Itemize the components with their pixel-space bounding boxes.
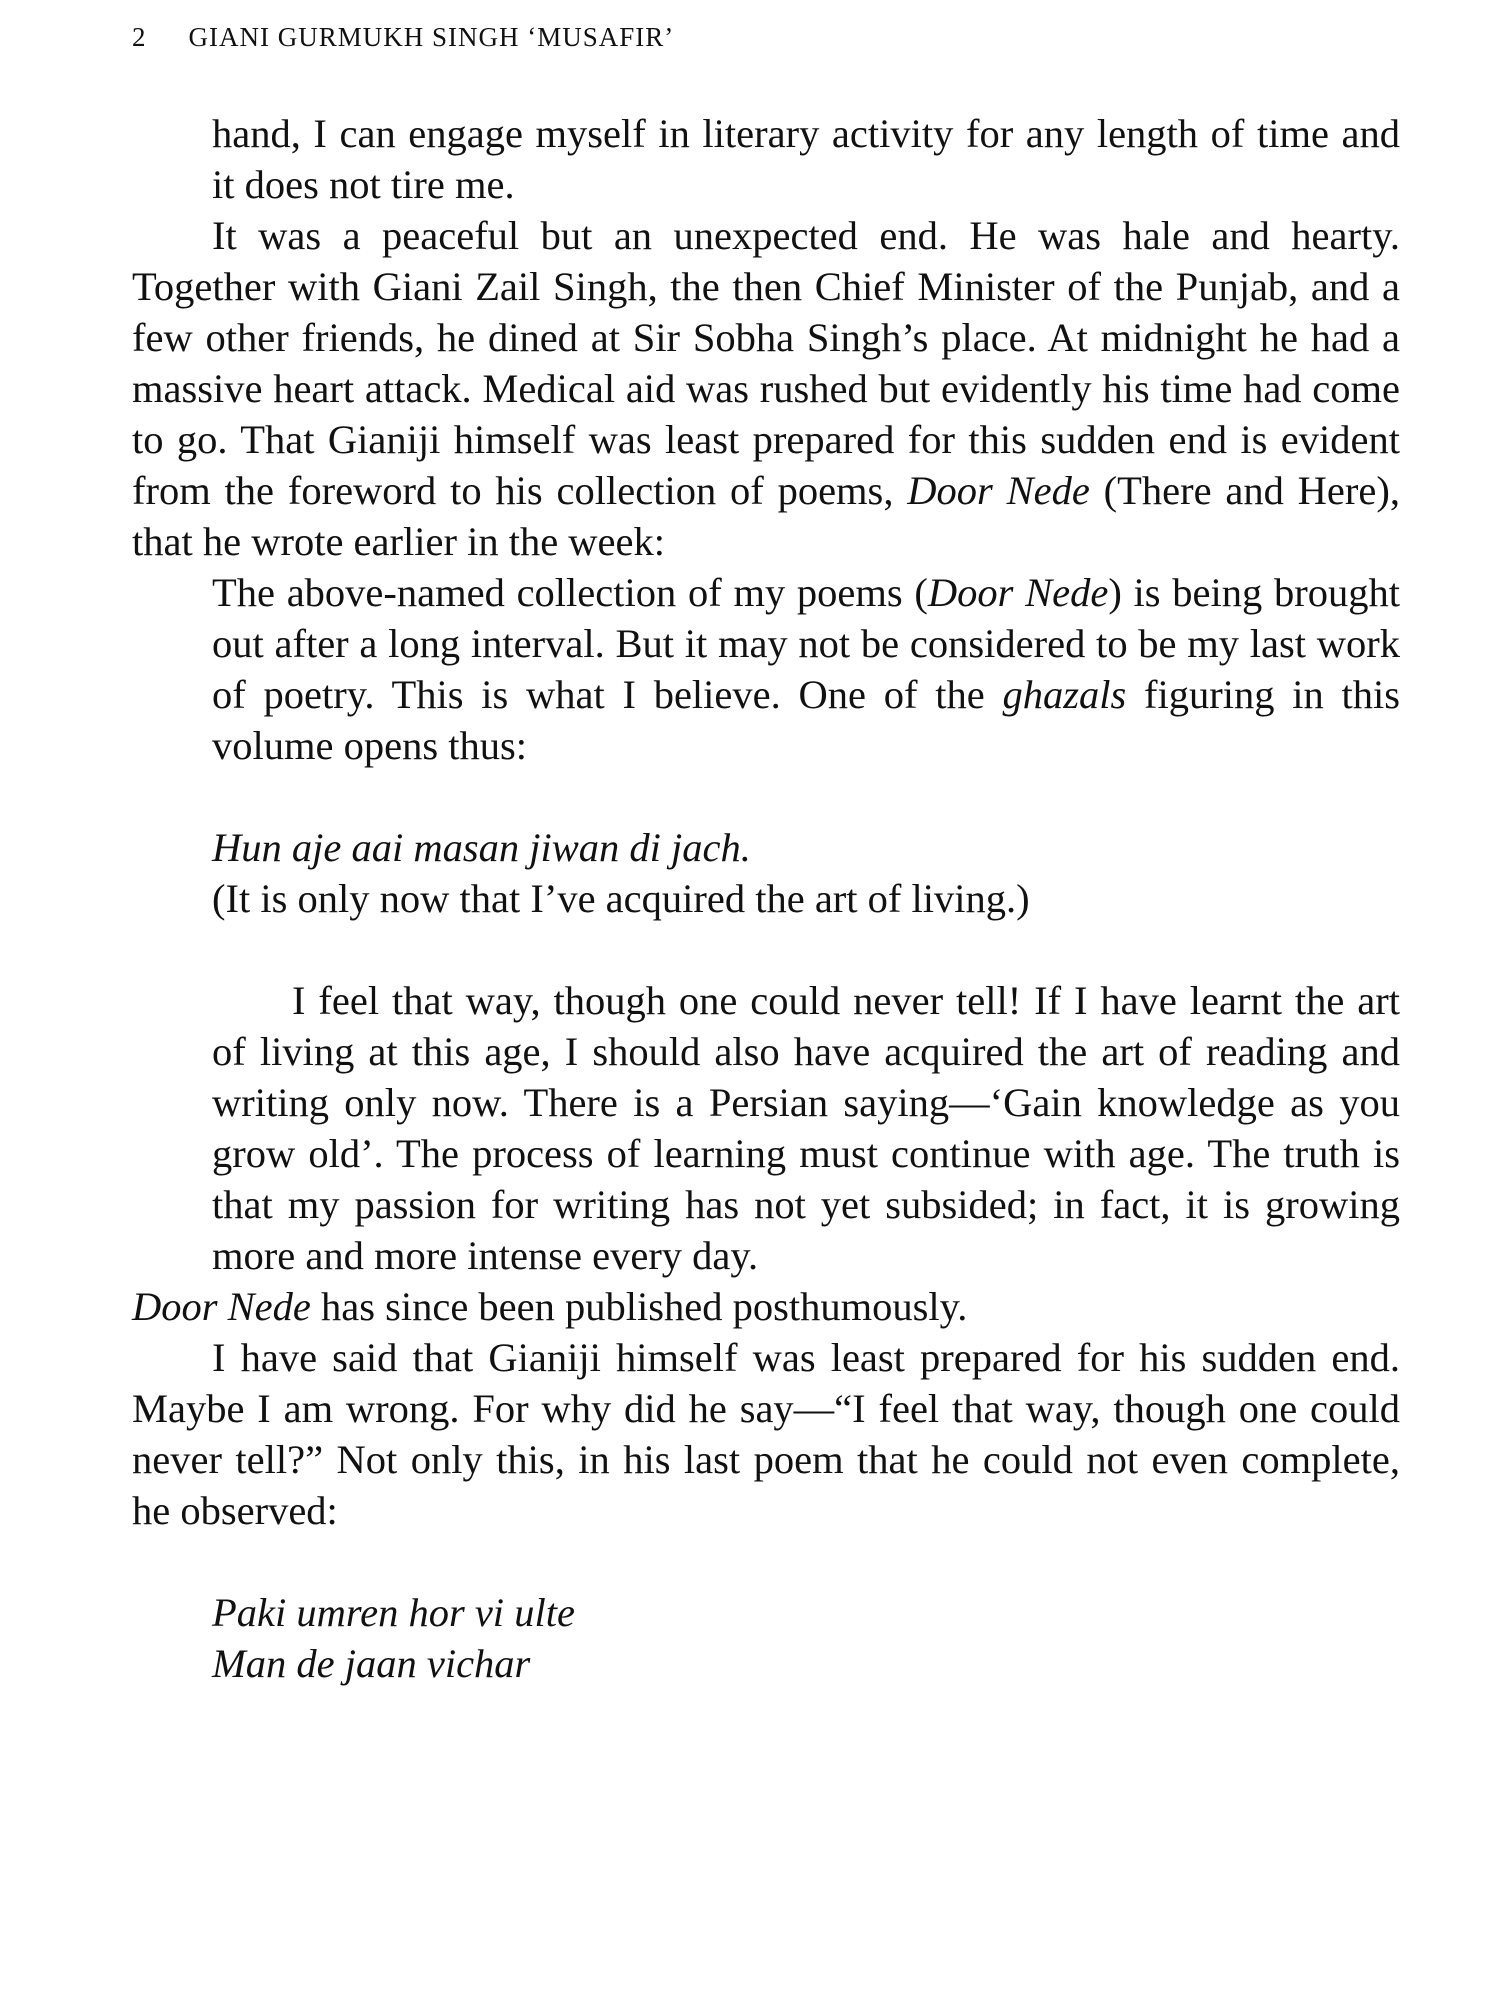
verse-last-poem-line2 — [132, 1638, 1400, 1689]
paragraph-text: (There and Here), that he wrote earlier in the week: — [132, 468, 1400, 564]
book-title: Door Nede — [132, 1284, 311, 1329]
verse-translation: (It is only now that I’ve acquired the art of living.) — [212, 876, 1030, 921]
foreword-quote — [132, 567, 1400, 771]
spacer — [132, 1536, 1400, 1587]
ghazals-term: ghazals — [1002, 672, 1127, 717]
page-number: 2 — [132, 22, 147, 52]
paragraph-death-account — [132, 210, 1400, 567]
paragraph-posthumous — [132, 1281, 1400, 1332]
verse-line: Hun aje aai masan jiwan di jach. — [212, 825, 751, 870]
verse-line: Man de jaan vichar — [212, 1641, 531, 1686]
quote-text: ) is being brought out after a long interval. But it may not be considered to be my last work of poetry. This is what I believe. One of the — [212, 570, 1400, 717]
spacer — [132, 771, 1400, 822]
paragraph-last-poem: I have said that Gianiji himself was least prepared for his sudden end. Maybe I am wrong. For why did he say—“I feel that way, though one could never tell?” Not only this, in his last poem that he could not even complete, he observed: — [132, 1335, 1400, 1533]
book-title: Door Nede — [907, 468, 1090, 513]
page-body — [132, 108, 1400, 1689]
quote-text: figuring in this volume opens thus: — [212, 672, 1400, 768]
paragraph-text: It was a peaceful but an unexpected end. He was hale and hearty. Together with Giani Zail Singh, the then Chief Minister of the Punjab, and a few other friends, he dined at Sir Sobha Singh’s place. At midnight he had a massive heart attack. Medical aid was rushed but evidently his time had come to go. That Gianiji himself was least prepared for this sudden end is evident from the foreword to his collection of poems, — [132, 213, 1400, 513]
paragraph-continued: hand, I can engage myself in literary activity for any length of time and it does not tire me. — [212, 111, 1400, 207]
quote-text: The above-named collection of my poems ( — [212, 570, 928, 615]
paragraph-text: has since been published posthumously. — [310, 1284, 968, 1329]
running-title: GIANI GURMUKH SINGH ‘MUSAFIR’ — [188, 22, 675, 52]
verse-punjabi — [132, 822, 1400, 873]
book-title: Door Nede — [927, 570, 1109, 615]
verse-last-poem-line1 — [132, 1587, 1400, 1638]
verse-line: Paki umren hor vi ulte — [212, 1590, 575, 1635]
spacer — [132, 924, 1400, 975]
foreword-quote-continued: I feel that way, though one could never tell! If I have learnt the art of living at this age, I should also have acquired the art of reading and writing only now. There is a Persian saying—‘Gain knowledge as you grow old’. The process of learning must continue with age. The truth is that my passion for writing has not yet subsided; in fact, it is growing more and more intense every day. — [212, 978, 1400, 1278]
running-header — [132, 22, 674, 53]
